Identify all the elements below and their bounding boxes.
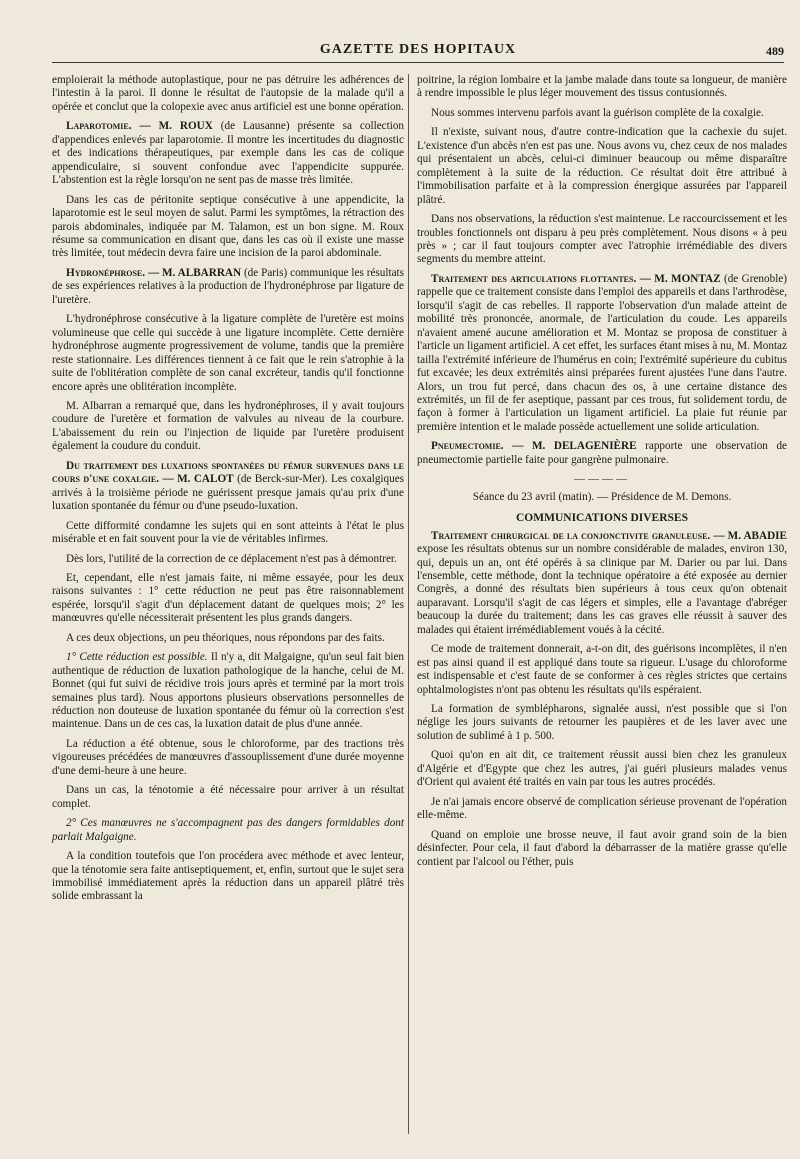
article-luxations	[52, 460, 404, 514]
paragraph: Ce mode de traitement donnerait, a-t-on dit, des guérisons incomplètes, il n'en est pas ainsi quand il est appliqué dans toute sa rigueur. L'usage du chloroforme est indispensable et c'est faute de se conformer à ces règles strictes que certains ophtalmologistes n'ont pas obtenu les résultats qu'ils espéraient.	[417, 643, 787, 696]
right-column	[417, 74, 787, 875]
page-header	[52, 36, 784, 63]
article-text: (de Grenoble) rappelle que ce traitement consiste dans l'emploi des appareils et dans l'arthrodèse, lorsqu'il s'agit de cas rebelles. Il rapporte l'observation d'un malade atteint de mobilité très prononcée, anormale, de l'articulation du coude. Les appareils n'avaient amené aucune amélioration et M. Montaz se proposa de constituer à l'article un ligament artificiel. A cet effet, les surfaces étant mises à nu, M. Montaz tailla l'extrémité inférieure de l'humérus en coin; l'extrémité supérieure du cubitus fut excavée; les deux extrémités ainsi préparées furent ajustées l'une dans l'autre. Alors, un trou fut percé, dans chacun des os, à une certaine distance des extrémités, un fil de fer aseptique, passant par ces trous, fut solidement tordu, de façon à former à l'articulation un ligament artificiel. La plaie fut réunie par première intention et le malade possède actuellement une solide articulation.	[417, 272, 788, 433]
article-text: (de Lausanne) présente sa collection d'appendices enlevés par laparotomie. Il montre les incertitudes du diagnostic et des indications thérapeutiques, par exemple dans les cas de colique appendiculaire, si souvent confondue avec l'appendicite suppurée. L'abstention est la règle lorsqu'on ne sent pas de masse très limitée.	[52, 120, 405, 187]
paragraph: Je n'ai jamais encore observé de complication sérieuse provenant de l'opération elle-même.	[417, 795, 787, 822]
article-author: — M. ABADIE	[713, 529, 787, 542]
article-title: Traitement des articulations flottantes.	[431, 272, 637, 285]
paragraph: emploierait la méthode autoplastique, pour ne pas détruire les adhérences de l'intestin à la paroi. Il donne le résultat de l'autopsie de la malade qu'il a opérée et conclut que la colopexie avec anus artificiel est une bonne opération.	[52, 74, 404, 113]
article-conjonctivite	[417, 530, 787, 638]
article-text: (de Paris) communique les résultats de ses expériences relatives à la production de l'hydronéphrose par ligature de l'uretère.	[52, 266, 405, 306]
paragraph: A ces deux objections, un peu théoriques, nous répondons par des faits.	[66, 631, 385, 644]
paragraph: Dans un cas, la ténotomie a été nécessaire pour arriver à un résultat complet.	[52, 784, 404, 810]
article-pneumectomie	[417, 440, 787, 467]
paragraph: Dès lors, l'utilité de la correction de ce déplacement n'est pas à démontrer.	[66, 552, 397, 565]
italic-paragraph: 2° Ces manœuvres ne s'accompagnent pas des dangers formidables dont parlait Malgaigne.	[52, 817, 404, 843]
paragraph: Dans les cas de péritonite septique consécutive à une appendicite, la laparotomie est le seul moyen de salut. Parmi les symptômes, la rétraction des parois abdominales, indiquée par M. Talamon, est un bon signe. M. Roux résume sa communication en disant que, dans les cas où il existe une masse très limitée, tout médecin devra faire une incision de la paroi abdominale.	[52, 193, 404, 260]
article-title: Laparotomie.	[66, 120, 132, 133]
section-heading: COMMUNICATIONS DIVERSES	[516, 512, 688, 525]
paragraph	[52, 651, 404, 732]
article-author: — M. DELAGENIÈRE	[512, 440, 637, 453]
paragraph: Dans nos observations, la réduction s'est maintenue. Le raccourcissement et les troubles fonctionnels ont disparu à peu près complètement. Nous disons « à peu près » ; car il faut toujours compter avec l'atrophie irrémédiable des divers segments du membre atteint.	[417, 213, 787, 266]
paragraph: Nous sommes intervenu parfois avant la guérison complète de la coxalgie.	[431, 106, 764, 119]
left-column	[52, 74, 404, 910]
paragraph-text: Il n'y a, dit Malgaigne, qu'un seul fait bien authentique de réduction de luxation pathologique de la hanche, celui de M. Bonnet (qui fut suivi de récidive trois jours après et terminé par la mort trois semaines plus tard). Nous apportons plusieurs observations personnelles de réduction non douteuse de luxation spontanée du fémur où la correction s'est maintenue. Dans un de ces cas, la luxation datait de plus d'une année.	[52, 651, 404, 731]
paragraph: Quoi qu'on en ait dit, ce traitement réussit aussi bien chez les granuleux d'Algérie et d'Egypte que chez les autres, j'ai guéri plusieurs malades venus d'Orient qui avaient été traités en vain par tous les autres procédés.	[417, 749, 787, 789]
separator-rule: ————	[574, 473, 630, 486]
paragraph: M. Albarran a remarqué que, dans les hydronéphroses, il y avait toujours coudure de l'uretère et formation de valvules au niveau de la courbure. L'abaissement du rein ou l'injection de liquide par l'uretère produisent également la coudure du conduit.	[52, 399, 404, 453]
italic-lead: 1° Cette réduction est possible.	[66, 651, 208, 664]
paragraph: A la condition toutefois que l'on procédera avec méthode et avec lenteur, que la ténotomie sera faite antiseptiquement, et, enfin, surtout que le sujet sera immobilisé immédiatement après la réduction dans un appareil plâtré très solide embrassant la	[52, 850, 404, 903]
article-hydronephrose	[52, 267, 404, 307]
article-laparotomie	[52, 120, 404, 187]
journal-title: GAZETTE DES HOPITAUX	[319, 42, 517, 57]
page-number: 489	[766, 44, 784, 58]
article-title: Du traitement des luxations spontanées du fémur survenues dans le cours d'une coxalgie.	[52, 459, 404, 486]
article-title: Pneumectomie.	[431, 440, 504, 453]
paragraph: Il n'existe, suivant nous, d'autre contre-indication que la cachexie du sujet. L'existence d'un abcès n'en est pas une. Nous avons vu, chez ceux de nos malades qui présentaient un abcès, celui-ci diminuer beaucoup ou même disparaître complètement à la suite de la réduction. Ce résultat doit être attribué à l'immobilisation parfaite et à la compression énergique assurées par l'appareil plâtré.	[417, 126, 787, 206]
paragraph: L'hydronéphrose consécutive à la ligature complète de l'uretère est moins volumineuse que celle qui succède à une ligature incomplète. Cette dernière hydronéphrose augmente progressivement de volume, tandis que la première reste stationnaire. Les différences tiennent à ce fait que le rein s'atrophie à la suite de l'oblitération complète de son canal excréteur, tandis qu'il fonctionne encore après une oblitération incomplète.	[52, 313, 404, 393]
article-text: (de Berck-sur-Mer). Les coxalgiques arrivés à la troisième période ne guérissent presque jamais qu'au prix d'une luxation spontanée du fémur ou d'une pseudo-luxation.	[52, 473, 405, 513]
article-author: — M. MONTAZ	[639, 272, 721, 285]
paragraph: poitrine, la région lombaire et la jambe malade dans toute sa longueur, de manière à rendre impossible le plus léger mouvement des tissus contusionnés.	[417, 74, 787, 100]
article-articulations	[417, 273, 787, 434]
article-title: Traitement chirurgical de la conjonctivite granuleuse.	[431, 529, 711, 542]
article-author: — M. ROUX	[139, 120, 213, 133]
session-heading: Séance du 23 avril (matin). — Présidence de M. Demons.	[472, 490, 732, 503]
paragraph: Quand on emploie une brosse neuve, il faut avoir grand soin de la bien désinfecter. Pour cela, il faut d'abord la débarrasser de la matière grasse qu'elle contient par l'alcool ou l'éther, puis	[417, 828, 787, 868]
column-divider	[408, 74, 409, 1134]
article-author: — M. CALOT	[162, 473, 234, 486]
paragraph: La réduction a été obtenue, sous le chloroforme, par des tractions très vigoureuses précédées de manœuvres d'assouplissement d'une durée moyenne d'une demi-heure à une heure.	[52, 737, 404, 777]
article-author: — M. ALBARRAN	[147, 266, 242, 279]
paragraph: Et, cependant, elle n'est jamais faite, ni même essayée, pour les deux raisons suivantes : 1° cette réduction ne peut pas être raisonnablement espérée, lorsqu'il s'agit d'un déplacement datant de quelques mois; 2° les manœuvres qu'elle nécessiterait présentent les plus grands dangers.	[52, 571, 404, 625]
paragraph: La formation de symblépharons, signalée aussi, n'est possible que si l'on néglige les jours suivants de retourner les paupières et de les laver avec une solution de sublimé à 1 p. 500.	[417, 703, 787, 742]
article-title: Hydronéphrose.	[66, 266, 146, 279]
article-text: rapporte une observation de pneumectomie partielle faite pour gangrène pulmonaire.	[417, 440, 788, 466]
article-text: expose les résultats obtenus sur un nombre considérable de malades, environ 130, qui, depuis un an, ont été opérés à sa clinique par M. Darier ou par lui. Dans l'ensemble, cette méthode, dont la technique opératoire a été exposée au dernier Congrès, a donné des résultats bien supérieurs à tous ceux qu'on obtenait auparavant. Lorsqu'il s'agit de cas légers et simples, elle a l'avantage d'abréger beaucoup la durée du traitement; dans les cas graves elle réussit à sauver des malades qui étaient irrémédiablement voués à la cécité.	[417, 543, 787, 636]
paragraph: Cette difformité condamne les sujets qui en sont atteints à l'état le plus misérable et en fait souvent pour la vie de véritables infirmes.	[52, 519, 404, 546]
